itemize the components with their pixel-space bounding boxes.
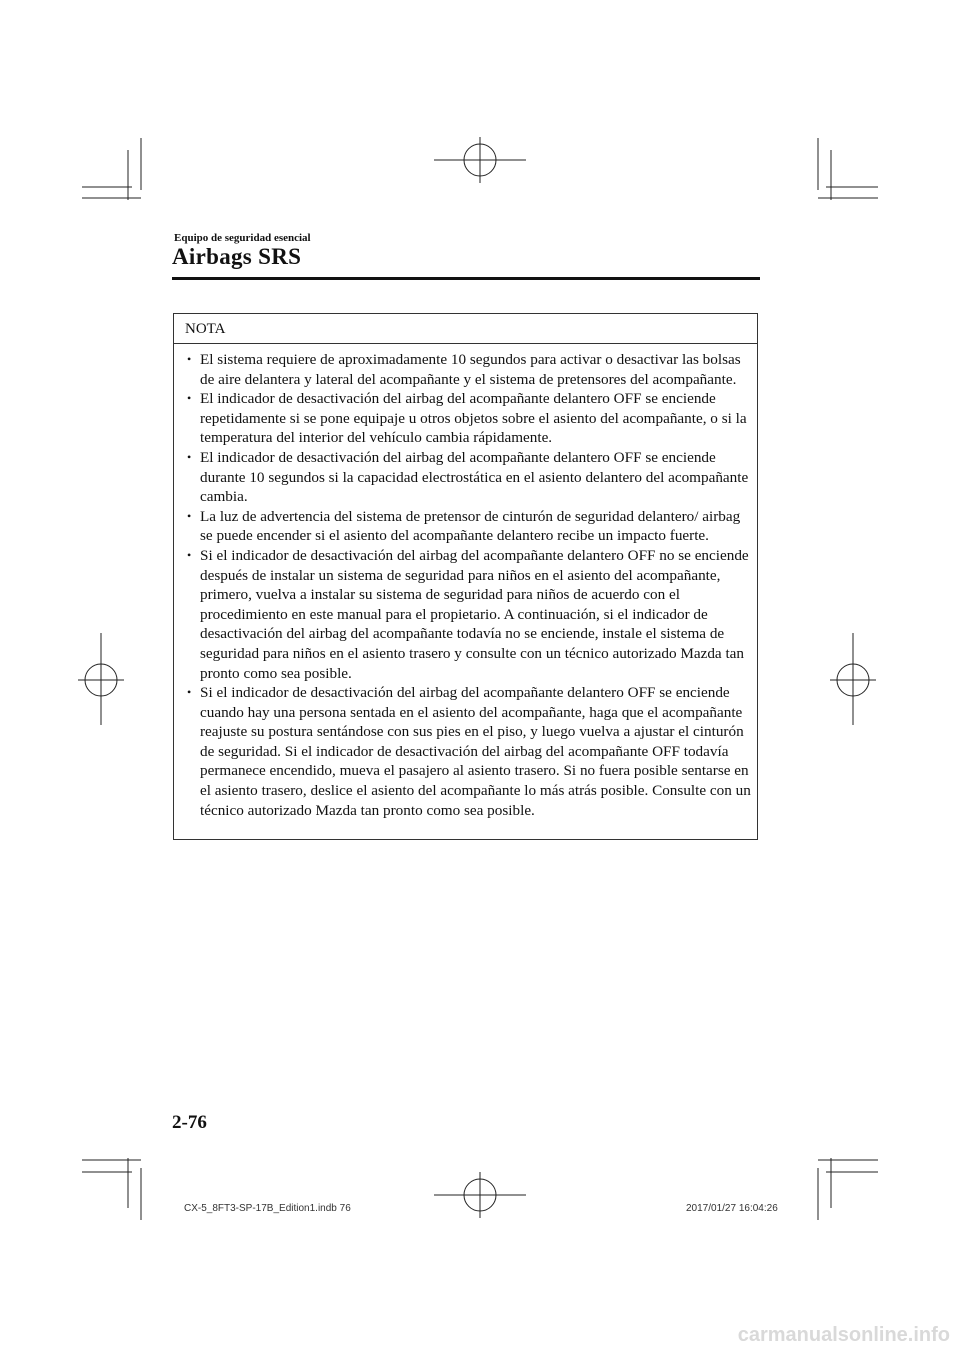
- section-label: Equipo de seguridad esencial: [174, 232, 311, 244]
- print-file-info: CX-5_8FT3-SP-17B_Edition1.indb 76: [184, 1203, 351, 1214]
- note-item-text: El sistema requiere de aproximadamente 10 segundos para activar o desactivar las bolsas de aire delantera y lateral del acompañante y el sistema de pretensores del acompañante.: [200, 351, 741, 388]
- bullet-icon: •: [187, 547, 192, 562]
- note-item-text: La luz de advertencia del sistema de pretensor de cinturón de seguridad delantero/ airbag se puede encender si el asiento del acompañante delantero recibe un impacto fuerte.: [200, 507, 741, 545]
- bullet-icon: •: [187, 685, 192, 700]
- note-item: [185, 507, 751, 546]
- page-number: 2-76: [172, 1112, 207, 1133]
- note-item-text: El indicador de desactivación del airbag del acompañante delantero OFF se enciende repetidamente si se pone equipaje u otros objetos sobre el asiento del acompañante, o si la temperatura del interior del vehículo cambia rápidamente.: [200, 390, 747, 447]
- note-heading: NOTA: [174, 314, 757, 344]
- bullet-icon: •: [187, 508, 192, 523]
- note-item-text: Si el indicador de desactivación del airbag del acompañante delantero OFF no se enciende después de instalar un sistema de seguridad para niños en el asiento del acompañante, primero, vuelva a instalar su sistema de seguridad para niños de acuerdo con el procedimiento en este manual para el propietario. A continuación, si el indicador de desactivación del airbag del acompañante todavía no se enciende, instale el sistema de seguridad para niños en el asiento trasero y consulte con un técnico autorizado Mazda tan pronto como sea posible.: [200, 546, 749, 682]
- note-item-text: Si el indicador de desactivación del airbag del acompañante delantero OFF se enciende cuando hay una persona sentada en el asiento del acompañante, haga que el acompañante reajuste su postura sentándose con sus pies en el piso, y luego vuelva a ajustar el cinturón de seguridad. Si el indicador de desactivación del airbag del acompañante OFF todavía permanece encendido, mueva el pasajero al asiento trasero. Si no fuera posible sentarse en el asiento trasero, deslice el asiento del acompañante lo más atrás posible. Consulte con un técnico autorizado Mazda tan pronto como sea posible.: [200, 684, 751, 819]
- title-rule: [172, 277, 760, 280]
- bullet-icon: •: [187, 352, 192, 366]
- note-item: [185, 448, 751, 507]
- note-item: [185, 546, 751, 683]
- bullet-icon: •: [187, 391, 192, 406]
- note-item: [185, 389, 751, 448]
- note-box: [173, 313, 758, 840]
- bullet-icon: •: [187, 449, 192, 464]
- watermark-link[interactable]: carmanualsonline.info: [737, 1324, 950, 1346]
- note-list: [174, 344, 757, 820]
- note-item: [185, 350, 751, 389]
- note-item: [185, 683, 751, 820]
- note-item-text: El indicador de desactivación del airbag del acompañante delantero OFF se enciende durante 10 segundos si la capacidad electrostática en el asiento delantero del acompañante cambia.: [200, 448, 749, 506]
- page-title: Airbags SRS: [172, 244, 302, 269]
- print-timestamp: 2017/01/27 16:04:26: [686, 1203, 778, 1214]
